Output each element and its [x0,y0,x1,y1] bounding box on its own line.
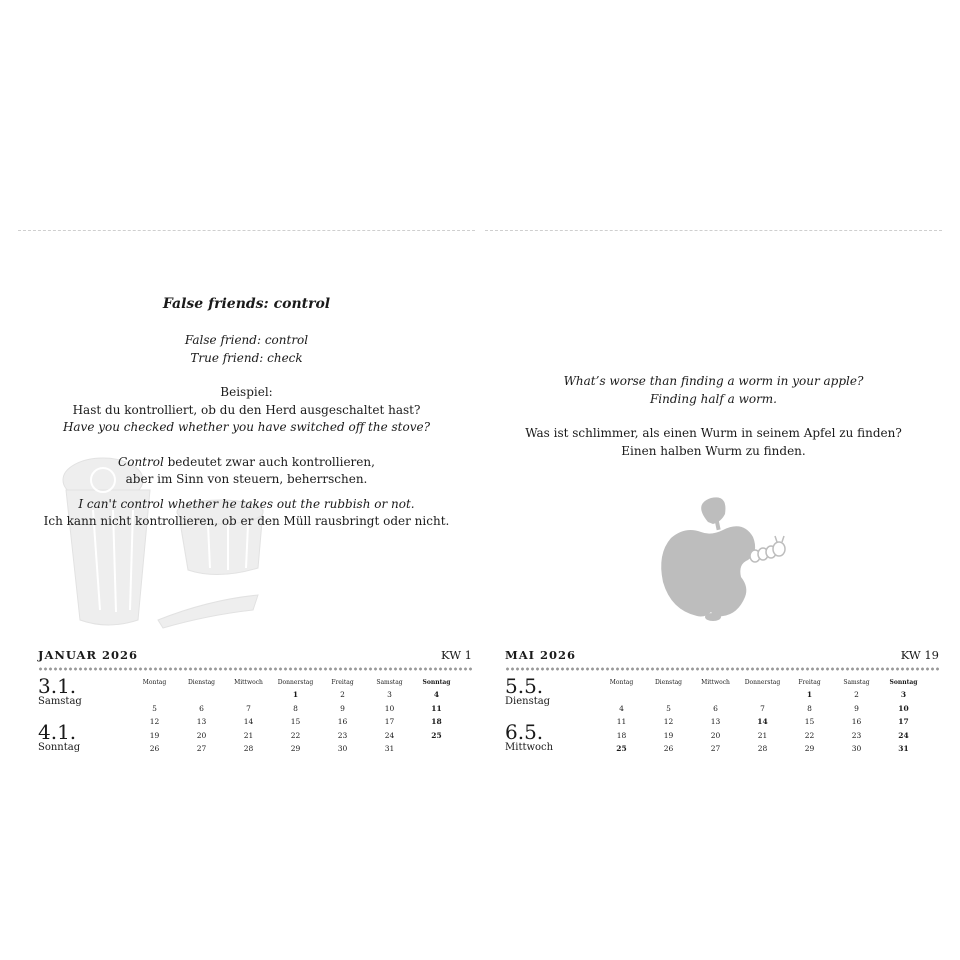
day-cell: 28 [757,744,768,754]
sentence-english: I can't control whether he takes out the rubbish or not. [78,496,415,511]
day-cell: 2 [854,690,859,700]
month-grid [598,676,927,756]
weekday-label: Sonntag [422,678,451,686]
day-cell: 24 [384,730,395,740]
joke-german-question: Was ist schlimmer, als einen Wurm in seinem Apfel zu finden? [525,426,902,440]
day-cell: 13 [196,717,207,727]
day-cell: 7 [246,703,251,713]
day-cell: 11 [431,703,442,713]
day-cell: 23 [337,730,348,740]
day-cell: 6 [199,703,204,713]
day-cell: 9 [340,703,345,713]
example-label: Beispiel: [220,385,273,399]
day-cell: 30 [337,744,348,754]
day-cell: 27 [196,744,207,754]
day-cell: 6 [713,703,718,713]
day-cell: 1 [806,690,813,700]
month-grid [131,676,460,756]
day-date: 3.1. [38,674,77,698]
explanation-line-2: aber im Sinn von steuern, beherrschen. [125,472,368,486]
definition-block [18,332,475,531]
explain-rest: bedeutet zwar auch kontrollieren, [163,454,375,469]
day-cell: 9 [854,703,859,713]
weekday-label: Dienstag [187,678,216,686]
day-cell: 16 [337,717,348,727]
day-cell: 1 [292,690,299,700]
week-row [131,715,460,729]
calendar-january [38,648,472,754]
day-cell: 18 [616,730,627,740]
day-cell: 18 [431,717,442,727]
week-row [598,688,927,702]
day-entry-1 [38,676,82,707]
day-cell: 25 [616,744,627,754]
day-cell: 15 [290,717,301,727]
week-row [598,742,927,756]
day-cell: 19 [663,730,674,740]
day-name: Mittwoch [505,742,554,753]
week-number: KW 19 [900,648,939,662]
week-row [131,729,460,743]
month-title: MAI 2026 [505,648,577,662]
false-friend-line: False friend: control [184,333,309,347]
example-english: Have you checked whether you have switched off the stove? [62,420,431,434]
dotted-rule [505,667,939,671]
joke-german-answer: Einen halben Wurm zu finden. [621,443,806,458]
weekday-label: Freitag [331,678,354,686]
true-friend-line: True friend: check [190,350,303,365]
weekday-label: Montag [142,678,167,686]
day-cell: 3 [387,690,392,700]
week-row [598,702,927,716]
day-cell: 14 [757,717,768,727]
day-name: Samstag [38,696,82,707]
day-name: Sonntag [38,742,81,753]
week-row [131,688,460,702]
day-cell: 5 [666,703,671,713]
day-cell: 22 [804,730,815,740]
day-name: Dienstag [505,696,551,707]
day-cell: 10 [898,703,909,713]
example-german: Hast du kontrolliert, ob du den Herd ausgeschaltet hast? [72,402,421,417]
weekday-label: Donnerstag [744,678,781,686]
day-cell: 29 [804,744,815,754]
day-cell: 13 [710,717,721,727]
day-date: 5.5. [505,674,544,698]
day-cell: 3 [900,690,907,700]
weekday-label: Montag [609,678,634,686]
explain-word: Control [118,454,164,469]
day-cell: 20 [196,730,207,740]
day-cell: 4 [619,703,624,713]
day-cell: 26 [149,744,160,754]
day-entry-2 [505,722,553,753]
day-cell: 5 [152,703,157,713]
day-cell: 12 [149,717,160,727]
day-cell: 21 [757,730,768,740]
dotted-rule [38,667,472,671]
day-cell: 17 [898,717,909,727]
month-title: JANUAR 2026 [38,648,139,662]
day-date: 4.1. [38,720,77,744]
weekday-header-row [131,676,460,688]
day-cell: 31 [898,744,909,754]
right-page [485,230,942,790]
day-cell: 16 [851,717,862,727]
sentence-german: Ich kann nicht kontrollieren, ob er den Müll rausbringt oder nicht. [43,514,450,528]
day-entry-2 [38,722,80,753]
weekday-label: Freitag [798,678,821,686]
weekday-label: Donnerstag [277,678,314,686]
weekday-label: Samstag [843,678,870,686]
joke-block [485,373,942,460]
day-cell: 15 [804,717,815,727]
day-date: 6.5. [505,720,544,744]
day-cell: 30 [851,744,862,754]
day-cell: 10 [384,703,395,713]
day-cell: 25 [431,730,442,740]
page-title: False friends: control [162,296,331,312]
weekday-header-row [598,676,927,688]
apple-worm-icon [653,492,803,627]
day-cell: 23 [851,730,862,740]
week-number: KW 1 [441,648,472,662]
weekday-label: Samstag [376,678,403,686]
weekday-label: Mittwoch [234,678,263,686]
day-cell: 7 [760,703,765,713]
day-cell: 8 [807,703,812,713]
day-cell: 28 [243,744,254,754]
day-cell: 21 [243,730,254,740]
day-cell: 12 [663,717,674,727]
week-row [598,715,927,729]
day-cell: 27 [710,744,721,754]
day-cell: 20 [710,730,721,740]
day-cell: 4 [433,690,440,700]
joke-english-answer: Finding half a worm. [649,391,777,406]
week-row [131,742,460,756]
weekday-label: Sonntag [889,678,918,686]
day-cell: 14 [243,717,254,727]
day-entry-1 [505,676,550,707]
week-row [131,702,460,716]
day-cell: 11 [616,717,627,727]
day-cell: 19 [149,730,160,740]
joke-english-question: What’s worse than finding a worm in your apple? [563,374,864,388]
day-cell: 24 [898,730,909,740]
weekday-label: Dienstag [654,678,683,686]
day-cell: 2 [340,690,345,700]
day-cell: 17 [384,717,395,727]
day-cell: 31 [384,744,395,754]
day-cell: 22 [290,730,301,740]
day-cell: 26 [663,744,674,754]
calendar-may [505,648,939,754]
weekday-label: Mittwoch [701,678,730,686]
week-row [598,729,927,743]
explanation-line-1 [18,454,475,472]
left-page [18,230,475,790]
day-cell: 29 [290,744,301,754]
day-cell: 8 [293,703,298,713]
